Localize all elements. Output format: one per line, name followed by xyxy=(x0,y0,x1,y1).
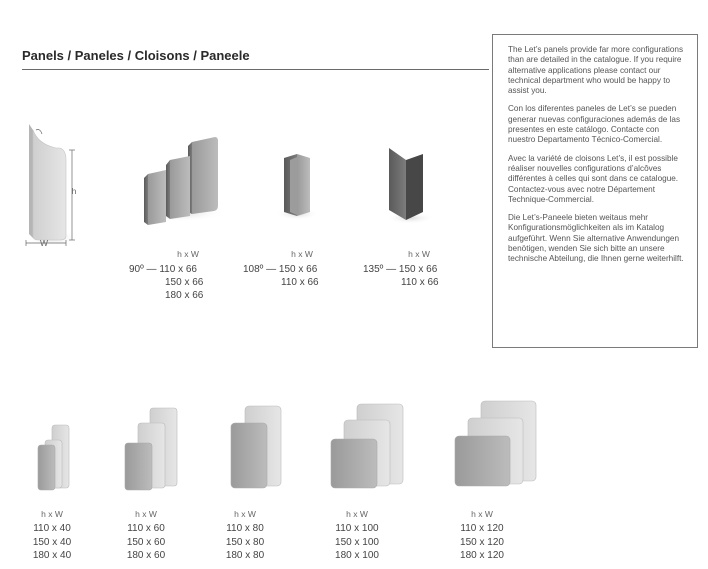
angled-135-spec xyxy=(363,263,439,289)
size-label: 150 x 66 xyxy=(165,277,204,288)
size-label: 150 x 40 xyxy=(32,536,72,548)
diagram-height-label: h xyxy=(71,186,77,196)
size-label: 110 x 60 xyxy=(127,523,165,534)
panel-108-illustration xyxy=(275,154,319,220)
panel-40-illustration xyxy=(38,425,69,490)
info-text-de: Die Let’s-Paneele bieten weitaus mehr Konfigurationsmöglichkeiten als im Katalog aufgeführt. Wenn Sie alternative Anwendungen benötigen, wenden Sie sich bitte an unsere technische Abteilung, die Ihnen gerne weiterhilft. xyxy=(508,213,684,264)
info-text-fr: Avec la variété de cloisons Let’s, il est possible réaliser nouvelles configurations d’alcôves différentes à celles qui sont dans ce catalogue. Contactez-vous avec notre Département Technique-Commercial. xyxy=(508,153,679,204)
size-label: 110 x 40 xyxy=(33,523,71,534)
size-label: 180 x 100 xyxy=(335,550,379,561)
straight-100-header: h x W xyxy=(346,509,368,519)
size-label: 110 x 80 xyxy=(226,523,264,534)
size-label: 180 x 80 xyxy=(225,550,265,561)
size-label: 150 x 100 xyxy=(335,536,379,548)
angled-108-spec xyxy=(243,263,319,289)
size-label: 150 x 60 xyxy=(126,536,166,548)
diagram-width-label: W xyxy=(39,238,49,248)
straight-120-header: h x W xyxy=(471,509,493,519)
angle-90-label: 90º — xyxy=(129,264,157,275)
panel-135-illustration xyxy=(386,148,434,224)
size-label: 180 x 40 xyxy=(32,550,72,561)
angle-135-label: 135º — xyxy=(363,264,397,275)
size-label: 180 x 66 xyxy=(165,290,204,301)
angled-90-header: h x W xyxy=(177,249,199,259)
straight-80-header: h x W xyxy=(234,509,256,519)
size-label: 110 x 66 xyxy=(281,277,319,288)
page-title: Panels / Paneles / Cloisons / Paneele xyxy=(22,48,250,63)
size-label: 150 x 80 xyxy=(225,536,265,548)
angled-108-header: h x W xyxy=(291,249,313,259)
straight-100-sizes xyxy=(327,522,387,563)
straight-40-header: h x W xyxy=(41,509,63,519)
angled-135-header: h x W xyxy=(408,249,430,259)
straight-60-sizes xyxy=(116,522,176,563)
straight-40-sizes xyxy=(22,522,82,563)
angle-108-label: 108º — xyxy=(243,264,277,275)
size-label: 150 x 66 xyxy=(278,264,318,275)
info-text-es: Con los diferentes paneles de Let’s se pueden generar nuevas configuraciones además de las presentes en este catálogo. Contacte con nuestro Departamento Técnico-Comercial. xyxy=(508,104,681,145)
size-label: 110 x 66 xyxy=(159,264,197,275)
angle-arc-icon xyxy=(36,130,42,135)
straight-60-header: h x W xyxy=(135,509,157,519)
straight-80-sizes xyxy=(215,522,275,563)
size-label: 110 x 100 xyxy=(335,523,379,534)
size-label: 180 x 120 xyxy=(460,550,504,561)
info-text-en: The Let’s panels provide far more configurations than are detailed in the catalogue. If you require alternative applications please contact our technical department who would be happy to assist you. xyxy=(508,45,684,96)
size-label: 180 x 60 xyxy=(126,550,166,561)
size-label: 110 x 66 xyxy=(401,277,439,288)
dimension-diagram xyxy=(26,124,78,246)
panel-80-illustration xyxy=(231,406,281,488)
panel-90-illustration xyxy=(135,137,225,225)
angled-90-spec xyxy=(129,263,203,302)
panel-100-illustration xyxy=(331,404,403,488)
size-label: 150 x 120 xyxy=(460,536,504,548)
panel-120-illustration xyxy=(455,401,536,486)
panel-60-illustration xyxy=(125,408,177,490)
straight-120-sizes xyxy=(452,522,512,563)
size-label: 150 x 66 xyxy=(398,264,438,275)
size-label: 110 x 120 xyxy=(460,523,504,534)
